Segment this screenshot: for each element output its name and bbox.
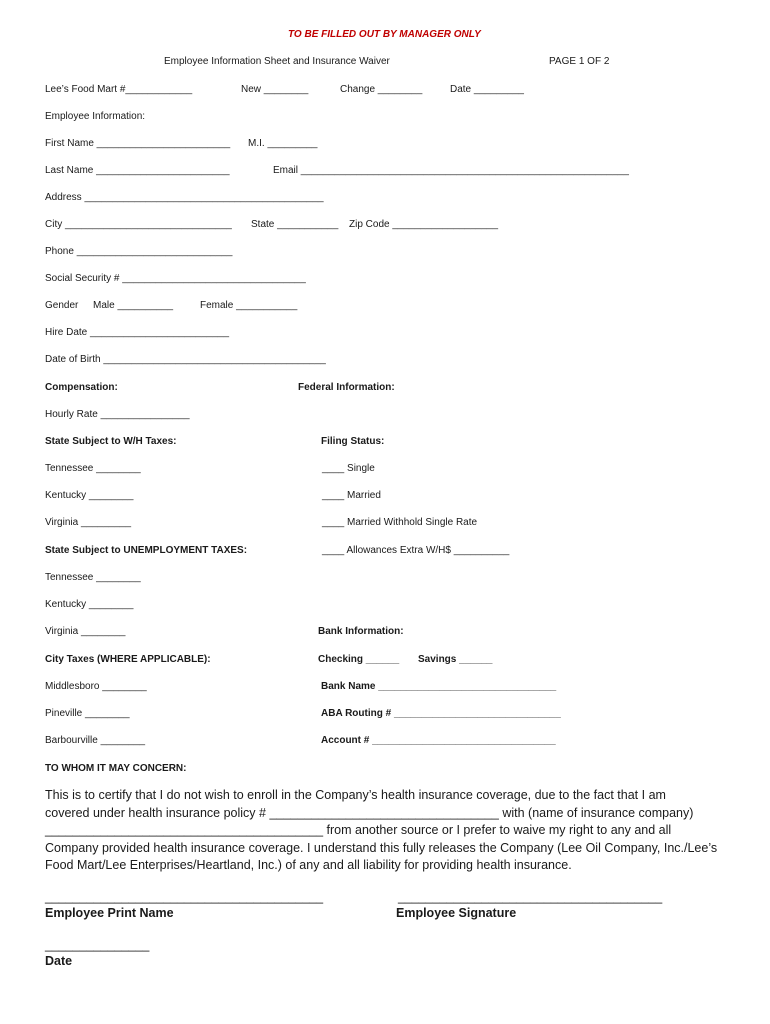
middle-initial-field[interactable]: M.I. _________ — [248, 138, 318, 149]
sign-date-line[interactable]: _______________ — [45, 938, 150, 952]
state-wh-heading: State Subject to W/H Taxes: — [45, 436, 177, 447]
change-field[interactable]: Change ________ — [340, 84, 423, 95]
date-of-birth-field[interactable]: Date of Birth ________________________________________ — [45, 354, 326, 365]
filing-status-heading: Filing Status: — [321, 436, 385, 447]
ssn-field[interactable]: Social Security # _________________________________ — [45, 273, 306, 284]
form-title: Employee Information Sheet and Insurance Waiver — [164, 56, 390, 67]
wh-kentucky-field[interactable]: Kentucky ________ — [45, 490, 134, 501]
zip-code-field[interactable]: Zip Code ___________________ — [349, 219, 499, 230]
address-field[interactable]: Address ___________________________________________ — [45, 192, 324, 203]
wh-virginia-field[interactable]: Virginia _________ — [45, 517, 132, 528]
gender-male-field[interactable]: Male __________ — [93, 300, 174, 311]
signature-label: Employee Signature — [396, 906, 517, 920]
waiver-paragraph: This is to certify that I do not wish to enroll in the Company’s health insurance coverage, due to the fact that I am covered under health insurance policy # _________________________________ with (name of insurance company) ________________________________________ from another source or I prefer to waive my right to any and all Company provided health insurance coverage. I understand this fully releases the Company (Lee Oil Company, Inc./Lee’s Food Mart/Lee Enterprises/Heartland, Inc.) of any and all liability for providing health insurance. — [45, 788, 718, 872]
manager-only-banner: TO BE FILLED OUT BY MANAGER ONLY — [288, 29, 481, 40]
print-name-label: Employee Print Name — [45, 906, 174, 920]
sign-date-label: Date — [45, 954, 73, 968]
gender-label: Gender — [45, 300, 79, 311]
allowances-extra-field[interactable]: ____ Allowances Extra W/H$ __________ — [322, 545, 510, 556]
state-field[interactable]: State ___________ — [251, 219, 339, 230]
waiver-heading: TO WHOM IT MAY CONCERN: — [45, 763, 187, 774]
email-field[interactable]: Email ___________________________________________________________ — [273, 165, 629, 176]
gender-female-field[interactable]: Female ___________ — [200, 300, 298, 311]
bank-name-field[interactable]: Bank Name ________________________________ — [321, 681, 557, 692]
filing-married-withhold-field[interactable]: ____ Married Withhold Single Rate — [322, 517, 478, 528]
wh-tennessee-field[interactable]: Tennessee ________ — [45, 463, 141, 474]
unemp-virginia-field[interactable]: Virginia ________ — [45, 626, 126, 637]
last-name-field[interactable]: Last Name ________________________ — [45, 165, 230, 176]
city-taxes-heading: City Taxes (WHERE APPLICABLE): — [45, 654, 211, 665]
compensation-heading: Compensation: — [45, 382, 118, 393]
federal-info-heading: Federal Information: — [298, 382, 395, 393]
account-number-field[interactable]: Account # _________________________________ — [321, 735, 556, 746]
checking-field[interactable]: Checking ______ — [318, 654, 400, 665]
top-date-field[interactable]: Date _________ — [450, 84, 524, 95]
first-name-field[interactable]: First Name ________________________ — [45, 138, 231, 149]
state-unemployment-heading: State Subject to UNEMPLOYMENT TAXES: — [45, 545, 248, 556]
unemp-tennessee-field[interactable]: Tennessee ________ — [45, 572, 141, 583]
phone-field[interactable]: Phone ____________________________ — [45, 246, 233, 257]
middlesboro-field[interactable]: Middlesboro ________ — [45, 681, 147, 692]
signature-line[interactable]: ______________________________________ — [398, 890, 663, 904]
bank-info-heading: Bank Information: — [318, 626, 404, 637]
pineville-field[interactable]: Pineville ________ — [45, 708, 130, 719]
barbourville-field[interactable]: Barbourville ________ — [45, 735, 146, 746]
city-field[interactable]: City ______________________________ — [45, 219, 232, 230]
hourly-rate-field[interactable]: Hourly Rate ________________ — [45, 409, 190, 420]
page-number: PAGE 1 OF 2 — [549, 56, 610, 67]
unemp-kentucky-field[interactable]: Kentucky ________ — [45, 599, 134, 610]
savings-field[interactable]: Savings ______ — [418, 654, 493, 665]
aba-routing-field[interactable]: ABA Routing # ______________________________ — [321, 708, 561, 719]
filing-married-field[interactable]: ____ Married — [322, 490, 381, 501]
print-name-line[interactable]: ________________________________________ — [45, 890, 324, 904]
filing-single-field[interactable]: ____ Single — [322, 463, 375, 474]
store-number-field[interactable]: Lee’s Food Mart #____________ — [45, 84, 193, 95]
hire-date-field[interactable]: Hire Date _________________________ — [45, 327, 230, 338]
employee-info-heading: Employee Information: — [45, 111, 146, 122]
new-field[interactable]: New ________ — [241, 84, 309, 95]
